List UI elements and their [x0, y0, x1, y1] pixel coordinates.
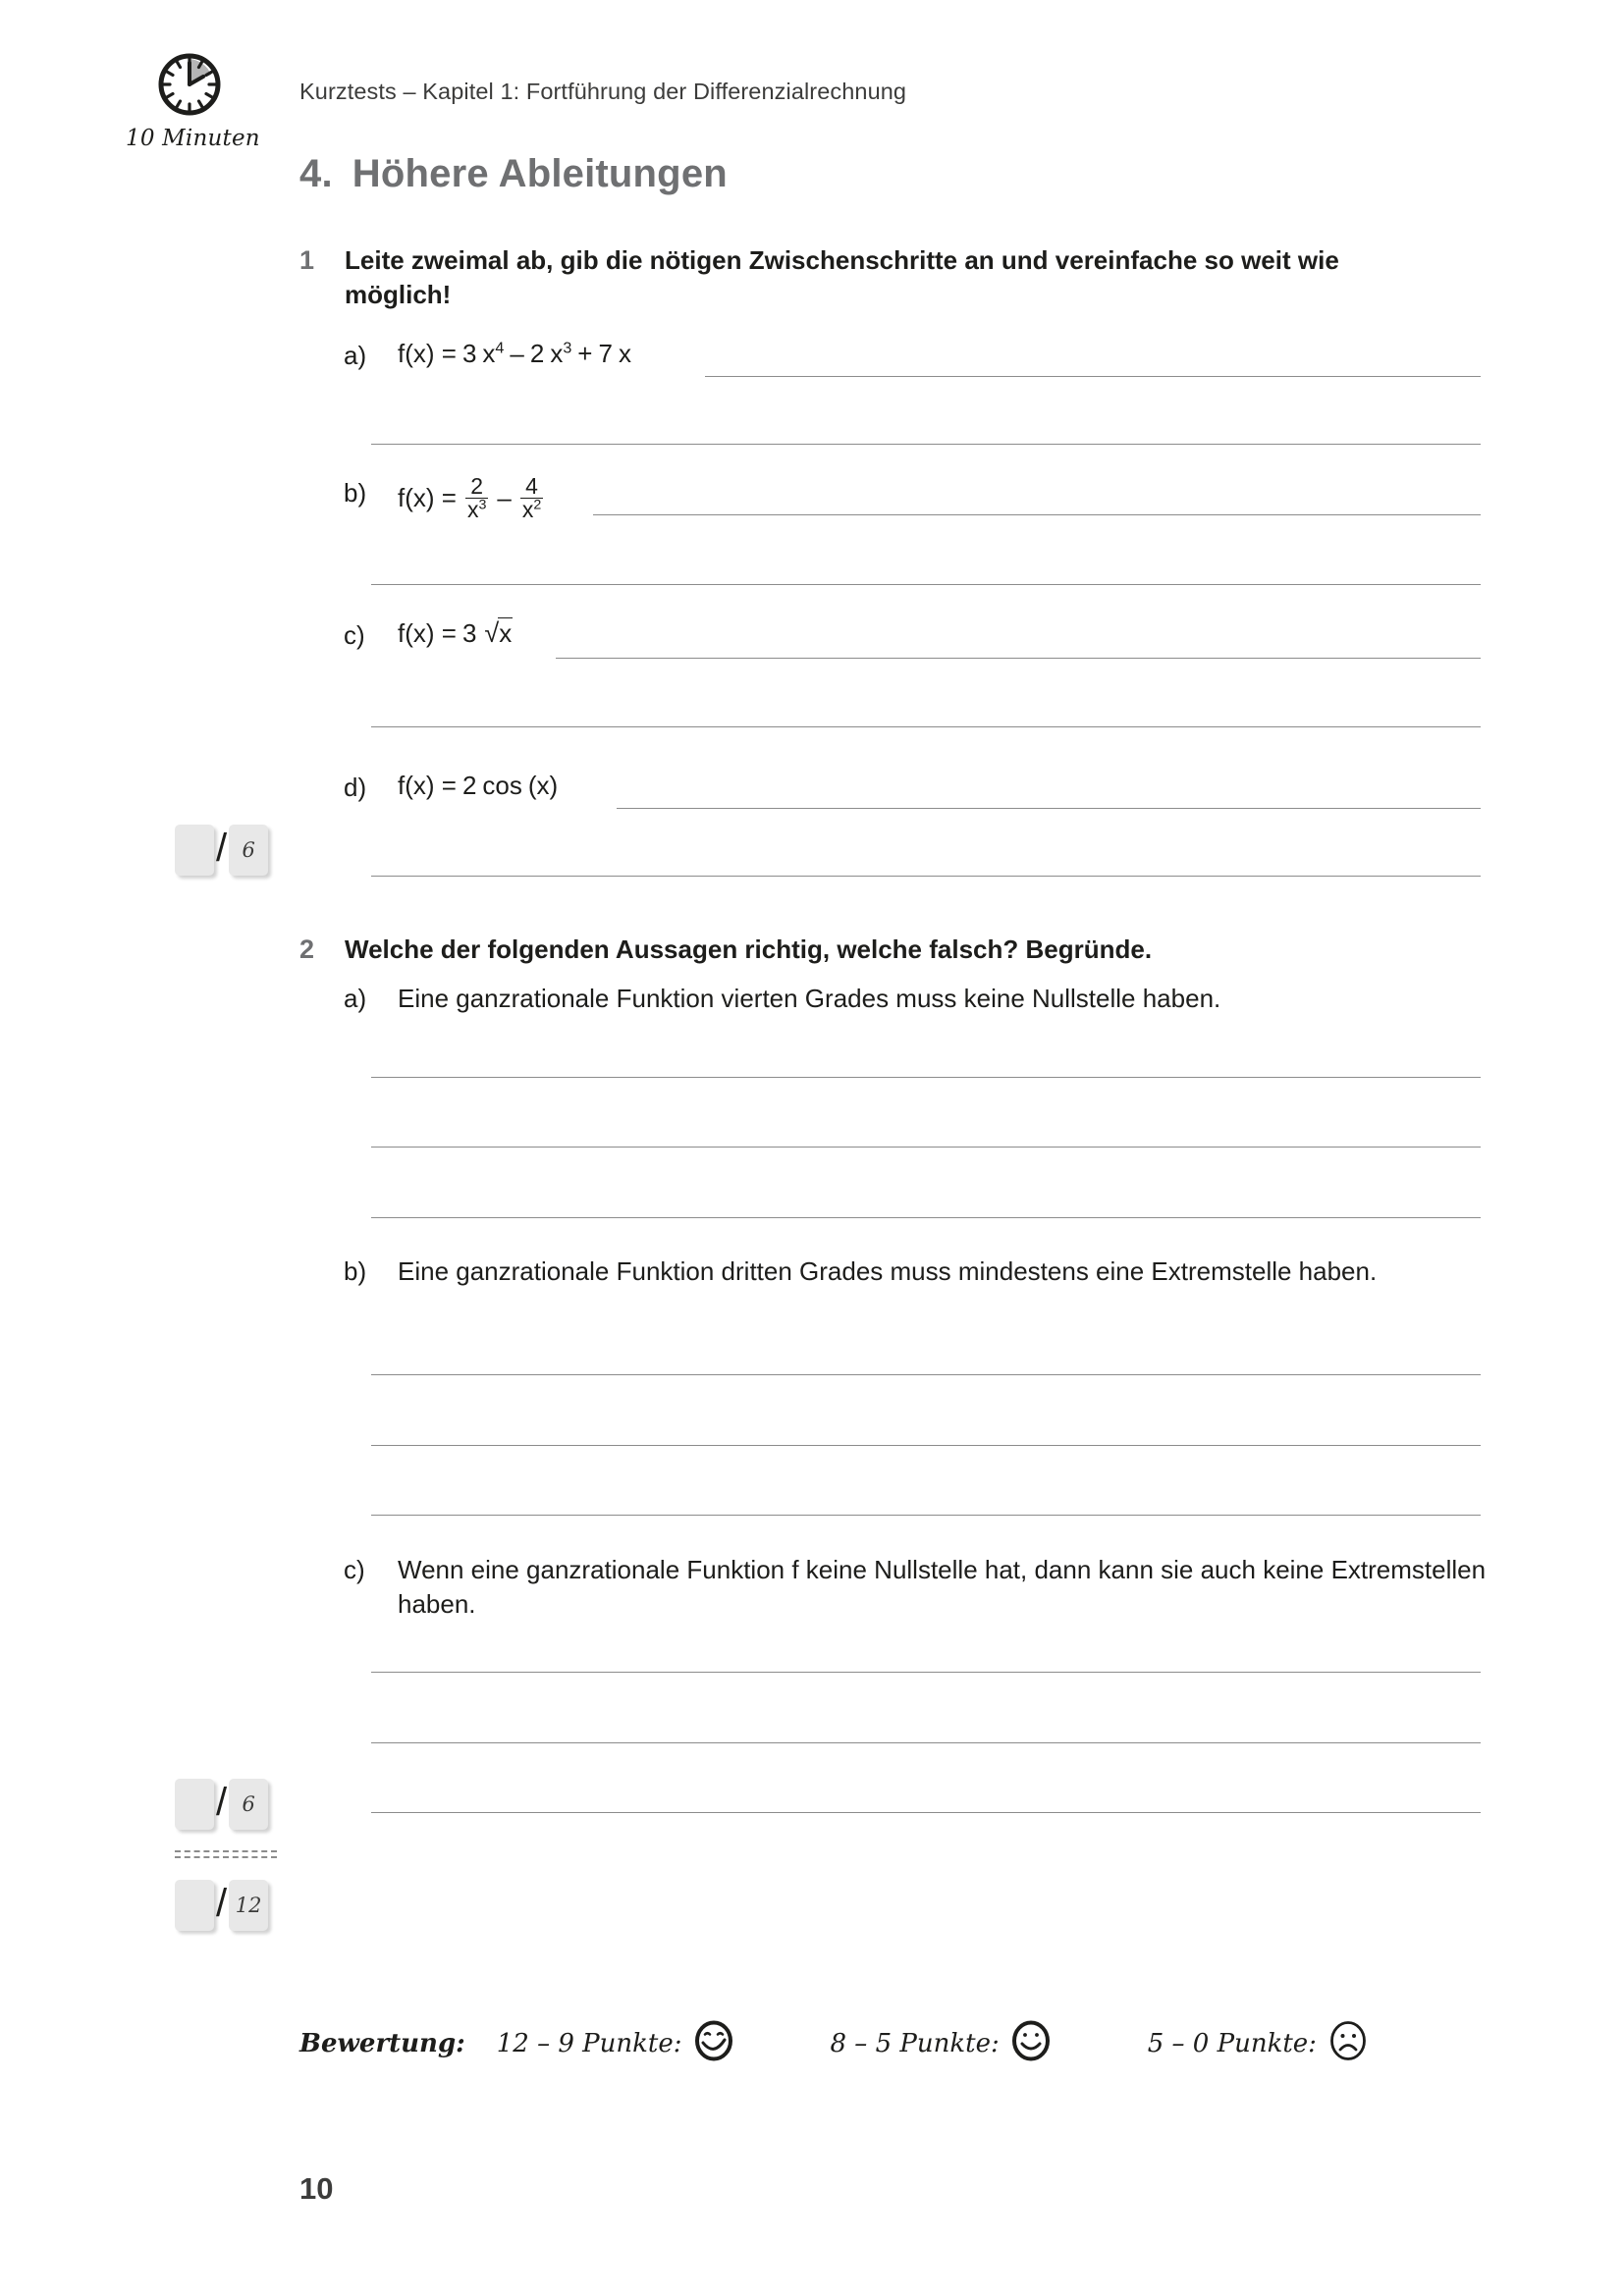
answer-rule: [371, 444, 1481, 445]
answer-rule: [705, 376, 1481, 377]
score-slash: /: [216, 826, 228, 870]
exercise-1: [299, 243, 1395, 311]
answer-rule: [593, 514, 1481, 515]
item-2c-text: Wenn eine ganzrationale Funktion f keine Nullstelle hat, dann kann sie auch keine Extremstellen haben.: [398, 1555, 1487, 1620]
score-max-exercise-2: 6: [229, 1779, 268, 1830]
item-c-label: c): [344, 620, 365, 650]
smiley-neutral-icon: [1008, 2017, 1054, 2069]
score-input-total[interactable]: [175, 1880, 214, 1931]
page-title-number: 4.: [299, 152, 333, 195]
score-max-exercise-1: 6: [229, 825, 268, 876]
item-2c-label: c): [344, 1555, 365, 1584]
answer-rule: [371, 1374, 1481, 1375]
rating-item-1: [497, 2017, 736, 2069]
smiley-sad-icon: [1326, 2017, 1371, 2069]
exercise-1-prompt: Leite zweimal ab, gib die nötigen Zwischenschritte an und vereinfache so weit wie möglich!: [345, 245, 1339, 309]
score-input-exercise-1[interactable]: [175, 825, 214, 876]
item-2b-text: Eine ganzrationale Funktion dritten Grades muss mindestens eine Extremstelle haben.: [398, 1256, 1378, 1286]
rating-range-1: 12 – 9 Punkte:: [496, 2028, 682, 2058]
score-separator: [175, 1850, 277, 1857]
item-2b-label: b): [344, 1256, 367, 1286]
rating-title: Bewertung:: [299, 2028, 465, 2058]
rating-item-3: [1148, 2017, 1371, 2069]
answer-rule: [556, 658, 1481, 659]
timer-label: 10 Minuten: [126, 126, 260, 151]
page-number: 10: [299, 2171, 334, 2206]
exercise-2-head: [299, 933, 1395, 968]
page-title-text: Höhere Ableitungen: [352, 152, 728, 195]
score-box-total[interactable]: [175, 1880, 268, 1931]
item-d-expression: f(x) = 2 cos (x): [398, 771, 559, 800]
exercise-2-item-c: [299, 1553, 1488, 1622]
smiley-happy-icon: [691, 2017, 736, 2069]
exercise-2: [299, 933, 1395, 968]
rating-item-2: [831, 2017, 1054, 2069]
rating-row: [299, 2017, 1371, 2069]
answer-rule: [371, 726, 1481, 727]
score-max-total: 12: [229, 1880, 268, 1931]
answer-rule: [371, 1217, 1481, 1218]
score-slash: /: [216, 1881, 228, 1925]
exercise-1-item-a: [299, 339, 631, 373]
answer-rule: [371, 876, 1481, 877]
answer-rule: [371, 1812, 1481, 1813]
exercise-1-item-d: [299, 771, 558, 805]
timer-block: [126, 47, 260, 151]
item-2a-text: Eine ganzrationale Funktion vierten Grades muss keine Nullstelle haben.: [398, 984, 1221, 1013]
item-a-expression: f(x) = 3 $x^4 - 2$ $x^3 + 7$ x: [398, 339, 631, 368]
rating-range-3: 5 – 0 Punkte:: [1147, 2028, 1317, 2058]
item-c-expression: f(x) = 3 √x: [398, 618, 513, 648]
score-slash: /: [216, 1780, 228, 1824]
item-d-label: d): [344, 773, 367, 802]
page-title: [299, 152, 728, 196]
answer-rule: [371, 1147, 1481, 1148]
item-2a-label: a): [344, 984, 367, 1013]
answer-rule: [617, 808, 1481, 809]
breadcrumb: Kurztests – Kapitel 1: Fortführung der Differenzialrechnung: [299, 79, 907, 104]
item-b-label: b): [344, 478, 367, 507]
answer-rule: [371, 1672, 1481, 1673]
item-b-expression: f(x) = $\frac{2}{x^3}$ – $\frac{4}{x^2}$: [398, 473, 542, 523]
exercise-1-head: [299, 243, 1395, 311]
answer-rule: [371, 1077, 1481, 1078]
exercise-1-item-b: [299, 473, 546, 523]
exercise-2-number: 2: [299, 934, 315, 964]
exercise-1-item-c: [299, 618, 513, 653]
exercise-1-number: 1: [299, 245, 315, 275]
score-input-exercise-2[interactable]: [175, 1779, 214, 1830]
score-box-exercise-1[interactable]: [175, 825, 268, 876]
answer-rule: [371, 1515, 1481, 1516]
exercise-2-prompt: Welche der folgenden Aussagen richtig, welche falsch? Begründe.: [345, 934, 1153, 964]
item-a-label: a): [344, 341, 367, 370]
exercise-2-item-a: [299, 982, 1488, 1016]
rating-range-2: 8 – 5 Punkte:: [830, 2028, 1000, 2058]
answer-rule: [371, 1445, 1481, 1446]
answer-rule: [371, 1742, 1481, 1743]
answer-rule: [371, 584, 1481, 585]
score-box-exercise-2[interactable]: [175, 1779, 268, 1830]
clock-icon: [126, 47, 253, 122]
exercise-2-item-b: [299, 1255, 1488, 1289]
